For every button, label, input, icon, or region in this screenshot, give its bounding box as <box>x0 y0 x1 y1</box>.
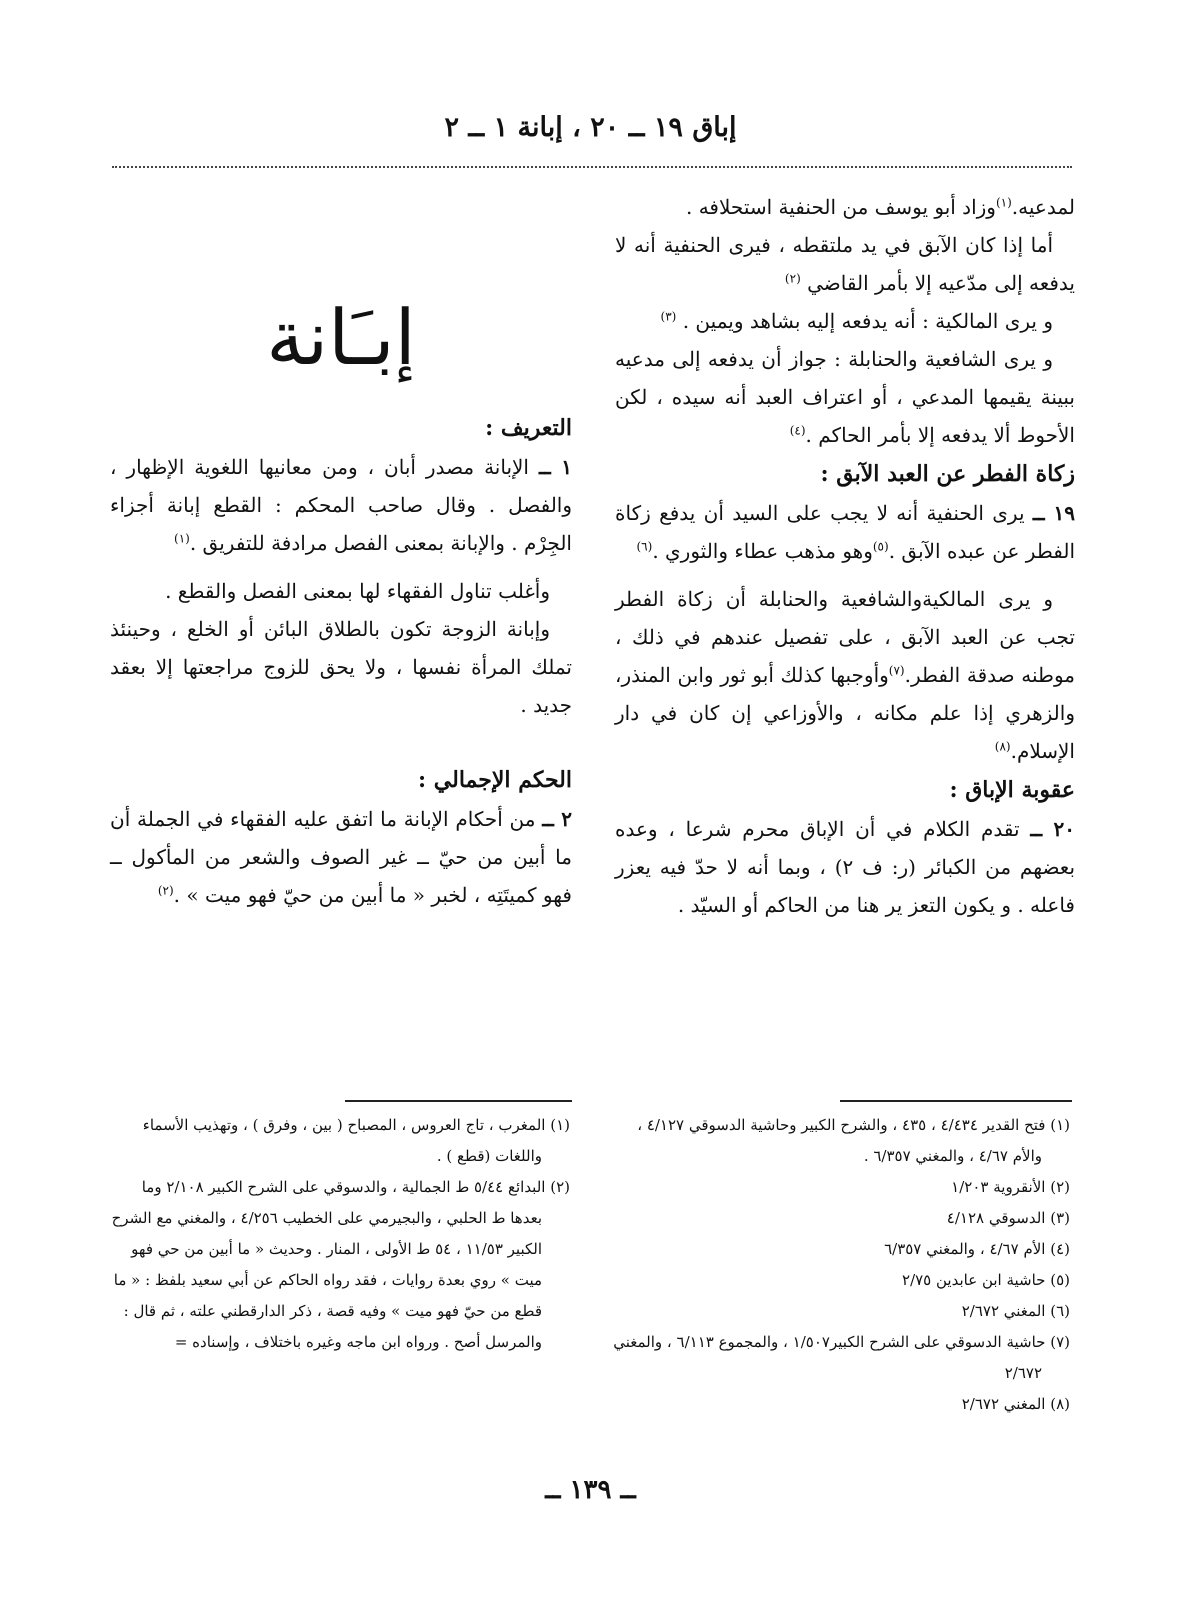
footnote: (٣) الدسوقي ٤/١٢٨ <box>946 1209 1070 1227</box>
footnote: (٥) حاشية ابن عابدين ٢/٧٥ <box>902 1271 1070 1289</box>
paragraph <box>110 448 572 562</box>
paragraph-number: ١ ــ <box>538 455 573 479</box>
paragraph <box>615 494 1075 570</box>
paragraph-text: و يرى المالكية : أنه يدفعه إليه بشاهد ويمين . <box>682 309 1053 333</box>
paragraph <box>615 810 1075 924</box>
paragraph-text: و يرى الشافعية والحنابلة : جواز أن يدفعه إلى مدعيه ببينة يقيمها المدعي ، أو اعتراف العبد أنه سيده ، لكن الأحوط ألا يدفعه إلا بأمر الحاكم . <box>615 347 1075 447</box>
paragraph-number: ٢٠ ــ <box>1030 817 1075 841</box>
paragraph-text: وزاد أبو يوسف من الحنفية استحلافه . <box>685 195 996 219</box>
section-heading: عقوبة الإباق : <box>949 777 1075 803</box>
footnote: (١) فتح القدير ٤/٤٣٤ ، ٤٣٥ ، والشرح الكبير وحاشية الدسوقي ٤/١٢٧ ، والأم ٤/٦٧ ، والمغني ٦/٣٥٧ . <box>637 1116 1070 1165</box>
paragraph: وإبانة الزوجة تكون بالطلاق البائن أو الخلع ، وحينئذ تملك المرأة نفسها ، ولا يحق للزوج مراجعتها إلا بعقد جديد . <box>110 617 572 717</box>
paragraph <box>110 800 572 914</box>
footnote-divider <box>345 1100 572 1102</box>
footnote: (٢) البدائع ٥/٤٤ ط الجمالية ، والدسوقي على الشرح الكبير ٢/١٠٨ وما بعدها ط الحلبي ، والبجيرمي على الخطيب ٤/٢٥٦ ، والمغني مع الشرح الكبير ١١/٥٣ ، ٥٤ ط الأولى ، المنار . وحديث « ما أبين من حي فهو ميت » روي بعدة روايات ، فقد رواه الحاكم عن أبي سعيد بلفظ : « ما قطع من حيّ فهو ميت » وفيه قصة ، ذكر الدارقطني علته ، ثم قال : والمرسل أصح . ورواه ابن ماجه وغيره باختلاف ، وإسناده = <box>111 1178 570 1351</box>
footnote-ref: (٢) <box>784 271 801 286</box>
paragraph-text: الإبانة مصدر أبان ، ومن معانيها اللغوية الإظهار ، والفصل . وقال صاحب المحكم : القطع إبانة أجزاء الجِرْم . والإبانة بمعنى الفصل مرادفة للتفريق . <box>110 455 572 555</box>
footnote-ref: (٣) <box>660 309 677 324</box>
paragraph <box>615 188 1075 226</box>
paragraph: وأغلب تناول الفقهاء لها بمعنى الفصل والقطع . <box>165 579 550 603</box>
footnotes-left <box>110 1110 570 1358</box>
header-dotted-rule <box>112 166 1072 168</box>
footnote: (٦) المغني ٢/٦٧٢ <box>961 1302 1070 1320</box>
footnote: (٤) الأم ٤/٦٧ ، والمغني ٦/٣٥٧ <box>884 1240 1070 1258</box>
footnote-ref: (٥) <box>872 539 889 554</box>
section-heading: التعريف : <box>485 415 572 441</box>
footnote: (٢) الأنقروية ١/٢٠٣ <box>951 1178 1070 1196</box>
paragraph-text: أما إذا كان الآبق في يد ملتقطه ، فيرى الحنفية أنه لا يدفعه إلى مدّعيه إلا بأمر القاضي <box>615 233 1075 295</box>
paragraph <box>615 302 1075 340</box>
entry-title: إبـَانة <box>266 293 416 382</box>
section-heading: زكاة الفطر عن العبد الآبق : <box>820 461 1075 487</box>
paragraph-number: ١٩ ــ <box>1032 501 1076 525</box>
paragraph <box>615 580 1075 770</box>
paragraph-text: و يرى المالكيةوالشافعية والحنابلة أن زكاة الفطر تجب عن العبد الآبق ، على تفصيل عندهم في ذلك ، موطنه صدقة الفطر. <box>615 587 1075 687</box>
footnote-ref: (٤) <box>789 423 806 438</box>
footnote-divider <box>840 1100 1072 1102</box>
footnote-ref: (٧) <box>888 663 905 678</box>
footnote: (١) المغرب ، تاج العروس ، المصباح ( بين ، وفرق ) ، وتهذيب الأسماء واللغات (قطع ) . <box>142 1116 570 1165</box>
footnote-ref: (٦) <box>636 539 653 554</box>
footnote-ref: (١) <box>174 531 190 546</box>
footnote: (٨) المغني ٢/٦٧٢ <box>961 1395 1070 1413</box>
paragraph-number: ٢ ــ <box>542 807 572 831</box>
paragraph-text: وأوجبها كذلك أبو ثور وابن المنذر، والزهري إذا علم مكانه ، والأوزاعي إن كان في دار الإسلام. <box>615 663 1075 763</box>
paragraph-text: وهو مذهب عطاء والثوري . <box>652 539 873 563</box>
footnote-ref: (١) <box>995 195 1012 210</box>
page-number: ــ ١٣٩ ــ <box>545 1475 636 1505</box>
paragraph-text: تقدم الكلام في أن الإباق محرم شرعا ، وعده بعضهم من الكبائر (ر: ف ٢) ، وبما أنه لا حدّ فيه يعزر فاعله . و يكون التعز ير هنا من الحاكم أو السيّد . <box>615 817 1076 917</box>
right-column <box>615 188 1075 924</box>
footnotes-right <box>605 1110 1070 1420</box>
paragraph <box>615 340 1075 454</box>
paragraph-text: يرى الحنفية أنه لا يجب على السيد أن يدفع زكاة الفطر عن عبده الآبق . <box>615 501 1075 563</box>
footnote: (٧) حاشية الدسوقي على الشرح الكبير١/٥٠٧ ، والمجموع ٦/١١٣ ، والمغني ٢/٦٧٢ <box>613 1333 1070 1382</box>
footnote-ref: (٢) <box>157 883 174 898</box>
section-heading: الحكم الإجمالي : <box>418 767 572 793</box>
paragraph-text: من أحكام الإبانة ما اتفق عليه الفقهاء في الجملة أن ما أبين من حيّ ــ غير الصوف والشعر من المأكول ــ فهو كميتَتِه ، لخبر « ما أبين من حيّ فهو ميت » . <box>110 807 572 907</box>
running-header: إباق ١٩ ــ ٢٠ ، إبانة ١ ــ ٢ <box>444 112 737 143</box>
left-column <box>110 188 572 914</box>
paragraph <box>615 226 1075 302</box>
paragraph-text: لمدعيه. <box>1011 195 1075 219</box>
footnote-ref: (٨) <box>994 739 1011 754</box>
